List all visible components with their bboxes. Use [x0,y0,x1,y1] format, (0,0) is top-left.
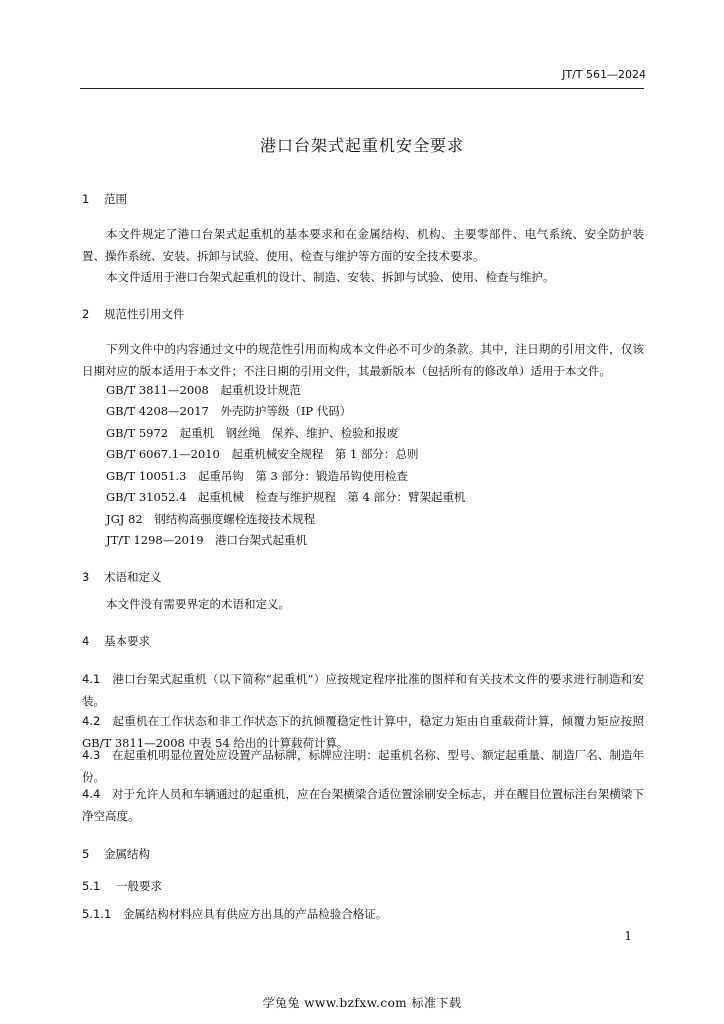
subsection-5-1-heading [82,878,162,894]
section-number: 4 [82,634,90,648]
clause-number: 4.2 [82,714,101,728]
reference-item: JGJ 82 钢结构高强度螺栓连接技术规程 [106,512,316,526]
reference-item: GB/T 4208—2017 外壳防护等级（IP 代码） [106,404,352,418]
section-3-heading [82,569,162,585]
clause-4-1 [82,669,644,712]
clause-text: 在起重机明显位置处应设置产品标牌，标牌应注明：起重机名称、型号、额定起重量、制造厂名、制造年份。 [82,748,644,784]
subsection-title: 一般要求 [116,879,162,893]
section-number: 3 [82,570,90,584]
clause-text: 起重机在工作状态和非工作状态下的抗倾覆稳定性计算中，稳定力矩由自重载荷计算，倾覆力矩应按照 GB/T 3811—2008 中表 54 给出的计算载荷计算。 [82,714,644,750]
section-number: 2 [82,307,90,321]
clause-5-1-1 [82,904,644,926]
section-title: 范围 [104,192,127,206]
page-number: 1 [624,929,632,943]
reference-item: GB/T 3811—2008 起重机设计规范 [106,383,301,397]
watermark-footer: 学兔兔 www.bzfxw.com 标准下载 [262,996,462,1010]
clause-number: 4.1 [82,672,101,686]
clause-text: 金属结构材料应具有供应方出具的产品检验合格证。 [122,907,388,921]
section-5-heading [82,846,150,862]
section-title: 规范性引用文件 [104,307,185,321]
standard-code: JT/T 561—2024 [562,68,646,81]
section-2-paragraph-1: 下列文件中的内容通过文中的规范性引用而构成本文件必不可少的条款。其中，注日期的引用文件，仅该日期对应的版本适用于本文件；不注日期的引用文件，其最新版本（包括所有的修改单）适用于本文件。 [82,342,644,378]
header-rule [80,88,644,89]
section-number: 5 [82,847,90,861]
clause-number: 4.4 [82,787,101,801]
reference-item: GB/T 5972 起重机 钢丝绳 保养、维护、检验和报废 [106,426,399,440]
section-number: 1 [82,192,90,206]
section-2-heading [82,306,185,322]
reference-item: GB/T 6067.1—2010 起重机械安全规程 第 1 部分：总则 [106,447,419,461]
section-1-paragraph-2: 本文件适用于港口台架式起重机的设计、制造、安装、拆卸与试验、使用、检查与维护。 [106,270,555,284]
section-title: 基本要求 [104,634,150,648]
reference-item: JT/T 1298—2019 港口台架式起重机 [106,533,308,547]
subsection-number: 5.1 [82,879,101,893]
clause-text: 对于允许人员和车辆通过的起重机，应在台架横梁合适位置涂刷安全标志，并在醒目位置标注台架横梁下净空高度。 [82,787,644,823]
clause-4-4 [82,784,644,827]
section-4-heading [82,633,150,649]
section-title: 金属结构 [104,847,150,861]
clause-text: 港口台架式起重机（以下简称“起重机”）应按规定程序批准的图样和有关技术文件的要求进行制造和安装。 [82,672,644,708]
document-title: 港口台架式起重机安全要求 [259,136,464,155]
section-title: 术语和定义 [104,570,162,584]
clause-4-3 [82,745,644,788]
section-1-paragraph-1: 本文件规定了港口台架式起重机的基本要求和在金属结构、机构、主要零部件、电气系统、安全防护装置、操作系统、安装、拆卸与试验、使用、检查与维护等方面的安全技术要求。 [82,227,644,263]
section-3-paragraph-1: 本文件没有需要界定的术语和定义。 [106,597,290,611]
reference-item: GB/T 31052.4 起重机械 检查与维护规程 第 4 部分：臂架起重机 [106,490,466,504]
reference-item: GB/T 10051.3 起重吊钩 第 3 部分：锻造吊钩使用检查 [106,469,409,483]
clause-number: 4.3 [82,748,101,762]
clause-number: 5.1.1 [82,907,112,921]
section-1-heading [82,191,127,207]
